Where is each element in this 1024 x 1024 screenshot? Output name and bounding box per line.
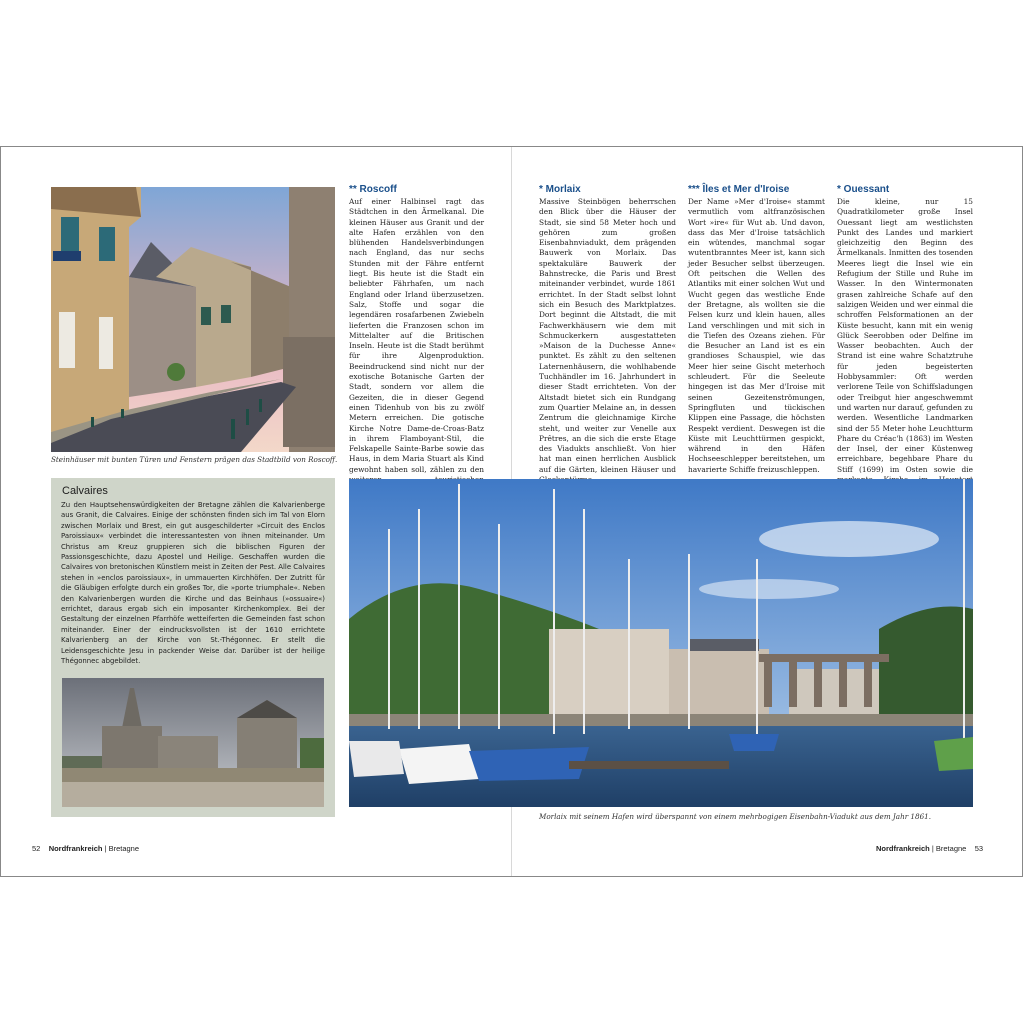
morlaix-body: Massive Steinbögen beherrschen den Blick über die Häuser der Stadt, sie sind 58 Meter hoch und gehören zum großen Eisenbahnviadukt, dem prägenden Bauwerk von Morlaix. Das spektakuläre Bauwerk der Bahnstrecke, die Paris und Brest miteinander verbindet, wurde 1861 errichtet. In der Stadt selbst lohnt sich ein Besuch des Marktplatzes. Dort beginnt die Altstadt, die mit Fachwerkhäusern wie dem mit Schmuckerkern ausgestatteten »Maison de la Duchesse Anne« punktet. Es zählt zu den seltenen Laternenhäusern, die wohlhabende Tuchhändler im 16. Jahrhundert in dieser Stadt errichteten. Von der Altstadt bietet sich ein Rundgang zum Quartier Melaine an, in dessen Zentrum die gleichnamige Kirche steht, und weiter zur Venelle aux Prêtres, an die sich die erste Etage des Viadukts anschließt. Von hier hat man einen herrlichen Ausblick auf die Gärten, kleinen Häuser und — [539, 197, 676, 474]
calvaires-body: Zu den Hauptsehenswürdigkeiten der Bretagne zählen die Kalvarienberge aus Granit, die Calvaires. Einige der schönsten finden sich im Tal von Elorn zwischen Morlaix und Brest, ein gut ausgeschilderter »Circuit des Enclos Paroissiaux« verbindet die interessantesten von ihnen miteinander. Um Christus am Kreuz gruppieren sich die biblischen Figuren der Passionsgeschichte, dazu Apostel und Heilige. Geschaffen wurden die Calvaires von bretonischen Künstlern meist in Zeiten der Pest. Alle Calvaires stehen in »enclos paroissiaux«, in ummauerten Kirchhöfen. Der Zutritt für die Gläubigen erfolgte durch ein großes Tor, die »porte triumphale«. Neben den Kalvarienbergen wurden die Kirche und das Beinhaus (»ossuaire«) errichtet, daraus ergab sich ein imposanter Kirchenkomplex. Bei der Gestaltung der einzelnen Pfarrhöfe wetteiferten die Gemeinden fast schon miteinander. Einer der eindrucksvollsten ist der 1610 errichtete Kalvarienberg an der Kirche von St.-Thégonnec. Er stellt die Leidensgeschichte Jesu in packender Weise dar. Darüber ist der heilige Thégonnec abgebildet. — [61, 501, 325, 666]
morlaix-article — [539, 184, 676, 485]
page-number-right: 53 — [974, 844, 984, 853]
morlaix-photo-caption: Morlaix mit seinem Hafen wird überspannt von einem mehrbogigen Eisenbahn-Viadukt aus dem Jahr 1861. — [539, 812, 932, 821]
roscoff-body: Auf einer Halbinsel ragt das Städtchen in den Ärmelkanal. Die kleinen Häuser aus Granit und der alte Hafen erzählen von den blühenden Handelsverbindungen nach England, das nur sechs Stunden mit der Fähre entfernt liegt. Bis heute ist die Stadt ein beliebter Fährhafen, um nach England oder Irland überzusetzen. Salz, Stoffe und sogar die legendären rosafarbenen Zwiebeln lieferten die Franzosen schon im Mittelalter auf die Britischen Inseln. Heute ist die Stadt berühmt für ihre Algenproduktion. Beeindruckend sind nicht nur der exotische Botanische Garten der Stadt, sondern vor allem die Gezeiten, die in dieser Gegend einen Tidenhub von bis zu zwölf Metern erreichen. Die gotische Kirche Notre Dame-de-Croas-Batz in ihrem Flamboyant-Stil, die Felskapelle Sainte-Barbe sowie das Haus, in dem Maria Stuart als Kind gewohnt haben soll, zählen zu den — [349, 197, 484, 474]
left-page-footer: 52 Nordfrankreich | Bretagne — [32, 844, 140, 853]
footer-section-left: Nordfrankreich — [48, 844, 103, 853]
roscoff-photo-caption: Steinhäuser mit bunten Türen und Fenstern prägen das Stadtbild von Roscoff. — [51, 455, 338, 464]
ouessant-body: Die kleine, nur 15 Quadratkilometer große Insel Ouessant liegt am westlichsten Punkt des Landes und markiert gleichzeitig den Beginn des Ärmelkanals. Inmitten des tosenden Meeres liegt die Insel wie ein Refugium der Stille und Ruhe im Wasser. In den Wintermonaten grasen zahlreiche Schafe auf den salzigen Weiden und wer einmal die schroffen Felsformationen an der Küste besucht, kann mit ein wenig Glück Seerobben oder Delfine im Wasser beobachten. Auch der Strand ist eine wahre Schatztruhe für jeden begeisterten Hobbysammler: Oft werden verlorene Teile von Schiffsladungen oder Treibgut hier angeschwemmt und warten nur darauf, gefunden zu werden. Wesentliche Landmarken sind der 55 Meter hohe Leuchtturm Phare du Créac'h (1863) im Westen der Insel, der einer Küstenweg erreichbare, begehbare Phare du Stiff (1699) im Osten sowie die — [837, 197, 973, 474]
iles-article — [688, 184, 825, 475]
right-page-footer: Nordfrankreich | Bretagne 53 — [876, 844, 984, 853]
calvaires-heading: Calvaires — [62, 485, 108, 497]
roscoff-article — [349, 184, 484, 496]
iles-heading: *** Îles et Mer d'Iroise — [688, 184, 790, 195]
morlaix-harbour-photo — [349, 479, 973, 807]
calvaire-photo — [62, 678, 324, 807]
morlaix-heading: * Morlaix — [539, 184, 581, 195]
ouessant-heading: * Ouessant — [837, 184, 890, 195]
ouessant-article — [837, 184, 973, 496]
iles-body: Der Name »Mer d'Iroise« stammt vermutlich vom altfranzösischen Wort »ire« für Wut ab. Und davon, dass das Mer d'Iroise tatsächlich ein wütendes, manchmal sogar wutentbranntes Meer ist, kann sich jeder Besucher selbst überzeugen. Oft peitschen die Wellen des Atlantiks mit einer solchen Wut und Wucht gegen das westliche Ende der Bretagne, als wollten sie die Felsen kurz und klein hauen, alles Land verschlingen und mit sich in die Tiefen des Ozeans ziehen. Für die Besucher an Land ist es ein grandioses Schauspiel, wie das Meer hier seine Gischt meterhoch schleudert. Für die Seeleute hingegen ist das Mer d'Iroise mit seinen Gezeitenströmungen, Springfluten und tückischen Klippen eine Passage, die höchsten Respekt verdient. Deswegen ist die Küste mit Leuchttürmen gespickt, während in den Häfen Hochseeschlepper bereitstehen, um havarierte Schiffe freizuschleppen. — [688, 197, 825, 474]
roscoff-heading: ** Roscoff — [349, 184, 397, 195]
calvaires-infobox — [51, 478, 335, 817]
footer-region-left: Bretagne — [108, 844, 140, 853]
footer-section-right: Nordfrankreich — [876, 844, 930, 853]
roscoff-photo — [51, 187, 335, 452]
footer-region-right: Bretagne — [935, 844, 967, 853]
page-number-left: 52 — [32, 844, 41, 853]
